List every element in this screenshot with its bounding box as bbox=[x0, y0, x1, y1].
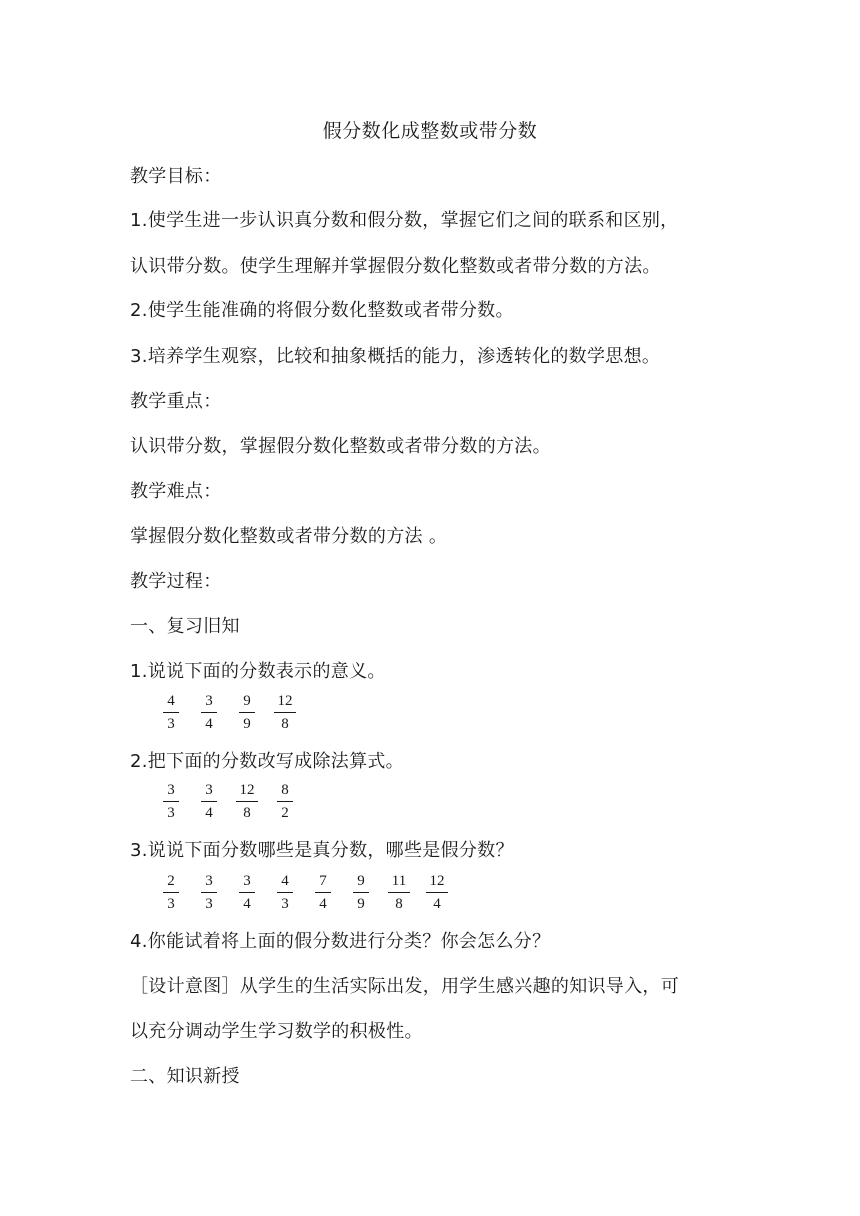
goal-1-line-1: 1.使学生进一步认识真分数和假分数，掌握它们之间的联系和区别， bbox=[130, 210, 679, 231]
difficulty-heading: 教学难点： bbox=[130, 481, 222, 502]
fraction-numerator: 12 bbox=[426, 872, 448, 893]
fraction-numerator: 3 bbox=[201, 872, 217, 893]
design-intent-line-1: ［设计意图］从学生的生活实际出发，用学生感兴趣的知识导入，可 bbox=[130, 976, 679, 997]
fraction-denominator: 4 bbox=[205, 805, 213, 821]
fraction-numerator: 12 bbox=[274, 692, 296, 713]
fraction-denominator: 3 bbox=[167, 716, 175, 732]
question-1: 1.说说下面的分数表示的意义。 bbox=[130, 661, 386, 682]
fraction-denominator: 4 bbox=[319, 896, 327, 912]
fraction-numerator: 4 bbox=[277, 872, 293, 893]
fraction-denominator: 3 bbox=[167, 896, 175, 912]
section-review-heading: 一、复习旧知 bbox=[130, 616, 240, 637]
fraction-denominator: 3 bbox=[167, 805, 175, 821]
fraction-denominator: 9 bbox=[357, 896, 365, 912]
fraction-numerator: 3 bbox=[163, 781, 179, 802]
fraction bbox=[160, 692, 182, 734]
question-2: 2.把下面的分数改写成除法算式。 bbox=[130, 751, 404, 772]
fraction bbox=[198, 692, 220, 734]
question-3: 3.说说下面分数哪些是真分数，哪些是假分数？ bbox=[130, 840, 514, 861]
fraction bbox=[312, 872, 334, 914]
fraction bbox=[160, 781, 182, 823]
difficulty-text: 掌握假分数化整数或者带分数的方法 。 bbox=[130, 526, 448, 547]
fraction-numerator: 12 bbox=[236, 781, 258, 802]
fraction bbox=[350, 872, 372, 914]
fraction-numerator: 11 bbox=[388, 872, 410, 893]
fraction-numerator: 9 bbox=[353, 872, 369, 893]
fraction-denominator: 3 bbox=[205, 896, 213, 912]
fraction-denominator: 2 bbox=[281, 805, 289, 821]
fraction bbox=[233, 781, 261, 823]
fraction-denominator: 8 bbox=[395, 896, 403, 912]
fraction-numerator: 3 bbox=[201, 692, 217, 713]
fraction bbox=[198, 872, 220, 914]
fraction-numerator: 4 bbox=[163, 692, 179, 713]
fraction-numerator: 9 bbox=[239, 692, 255, 713]
fraction bbox=[423, 872, 451, 914]
fraction bbox=[271, 692, 299, 734]
fraction-numerator: 2 bbox=[163, 872, 179, 893]
process-heading: 教学过程： bbox=[130, 571, 222, 592]
fraction bbox=[385, 872, 413, 914]
fraction bbox=[236, 692, 258, 734]
fraction-numerator: 7 bbox=[315, 872, 331, 893]
fraction bbox=[274, 872, 296, 914]
page-title: 假分数化成整数或带分数 bbox=[322, 120, 538, 142]
section-new-knowledge-heading: 二、知识新授 bbox=[130, 1066, 240, 1087]
fraction bbox=[236, 872, 258, 914]
fraction-denominator: 8 bbox=[243, 805, 251, 821]
fraction-denominator: 4 bbox=[243, 896, 251, 912]
fraction-numerator: 8 bbox=[277, 781, 293, 802]
fraction-denominator: 3 bbox=[281, 896, 289, 912]
question-4: 4.你能试着将上面的假分数进行分类？你会怎么分？ bbox=[130, 931, 551, 952]
fraction bbox=[198, 781, 220, 823]
fraction-denominator: 4 bbox=[433, 896, 441, 912]
fraction bbox=[160, 872, 182, 914]
key-points-text: 认识带分数，掌握假分数化整数或者带分数的方法。 bbox=[130, 436, 551, 457]
design-intent-line-2: 以充分调动学生学习数学的积极性。 bbox=[130, 1021, 423, 1042]
fraction bbox=[274, 781, 296, 823]
fraction-numerator: 3 bbox=[239, 872, 255, 893]
fraction-denominator: 4 bbox=[205, 716, 213, 732]
goal-2: 2.使学生能准确的将假分数化整数或者带分数。 bbox=[130, 300, 514, 321]
goal-1-line-2: 认识带分数。使学生理解并掌握假分数化整数或者带分数的方法。 bbox=[130, 256, 661, 277]
fraction-numerator: 3 bbox=[201, 781, 217, 802]
fraction-denominator: 8 bbox=[281, 716, 289, 732]
key-points-heading: 教学重点： bbox=[130, 391, 222, 412]
goals-heading: 教学目标： bbox=[130, 166, 222, 187]
fraction-denominator: 9 bbox=[243, 716, 251, 732]
goal-3: 3.培养学生观察，比较和抽象概括的能力，渗透转化的数学思想。 bbox=[130, 346, 661, 367]
